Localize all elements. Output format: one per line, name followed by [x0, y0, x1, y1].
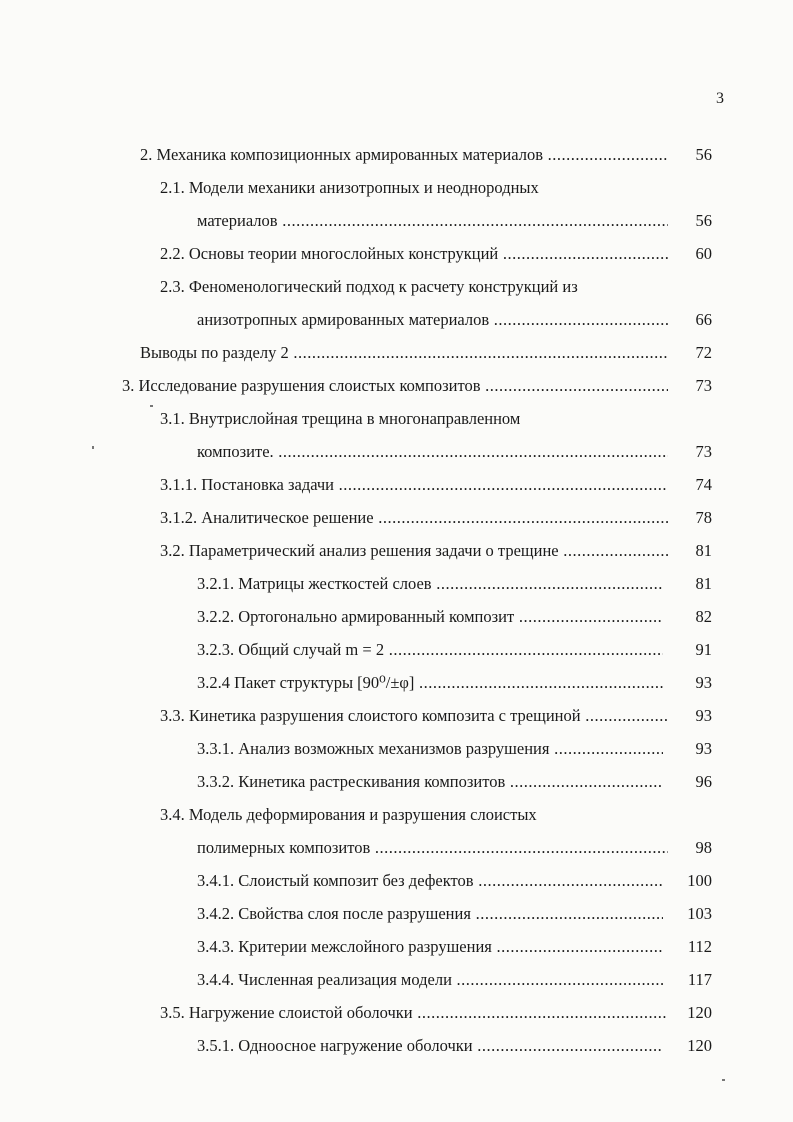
- toc-entry-page: 103: [687, 904, 712, 923]
- table-of-contents: [0, 138, 793, 1062]
- toc-entry-title: 2.3. Феноменологический подход к расчету конструкций из: [160, 277, 578, 296]
- toc-entry: [0, 798, 793, 831]
- toc-entry-page: 96: [695, 772, 712, 791]
- toc-entry: [0, 369, 793, 402]
- toc-entry-title: 2. Механика композиционных армированных материалов .....: [140, 138, 668, 171]
- toc-entry: [0, 303, 793, 336]
- toc-entry-page: 93: [695, 673, 712, 692]
- toc-entry: [0, 897, 793, 930]
- toc-entry: [0, 600, 793, 633]
- toc-entry: [0, 171, 793, 204]
- toc-entry-page: 81: [695, 541, 712, 560]
- toc-entry-title: 3.4.2. Свойства слоя после разрушения .....: [197, 897, 663, 930]
- toc-entry: [0, 930, 793, 963]
- toc-entry-title: материалов .....: [197, 204, 668, 237]
- toc-entry: [0, 666, 793, 699]
- page-number: 3: [716, 90, 724, 107]
- toc-entry: [0, 567, 793, 600]
- toc-entry-title: 3.3. Кинетика разрушения слоистого композита с трещиной .....: [160, 699, 668, 732]
- toc-entry-title: 3.2. Параметрический анализ решения задачи о трещине .....: [160, 534, 668, 567]
- toc-entry: [0, 963, 793, 996]
- toc-entry-page: 117: [687, 970, 712, 989]
- toc-entry-title: 2.2. Основы теории многослойных конструкций .....: [160, 237, 668, 270]
- scan-speck: [722, 1079, 725, 1081]
- toc-entry-page: 82: [695, 607, 712, 626]
- toc-entry-title: 3.4.1. Слоистый композит без дефектов .....: [197, 864, 663, 897]
- toc-entry: [0, 237, 793, 270]
- toc-entry: [0, 699, 793, 732]
- toc-entry-page: 120: [687, 1003, 712, 1022]
- toc-entry-page: 91: [695, 640, 712, 659]
- toc-entry-page: 73: [695, 376, 712, 395]
- toc-entry-page: 120: [687, 1036, 712, 1055]
- toc-entry-page: 74: [695, 475, 712, 494]
- toc-entry-title: анизотропных армированных материалов .....: [197, 303, 668, 336]
- toc-entry-title: 3.1. Внутрислойная трещина в многонаправленном: [160, 409, 521, 428]
- toc-entry: [0, 501, 793, 534]
- toc-entry-title: 3.1.2. Аналитическое решение .....: [160, 501, 668, 534]
- toc-entry: [0, 996, 793, 1029]
- scan-speck: [150, 405, 153, 407]
- toc-entry-title: 3.3.2. Кинетика растрескивания композитов .....: [197, 765, 663, 798]
- toc-entry-page: 112: [687, 937, 712, 956]
- toc-entry-page: 56: [695, 145, 712, 164]
- toc-entry: [0, 633, 793, 666]
- toc-entry-title: 3.2.3. Общий случай m = 2 .....: [197, 633, 663, 666]
- toc-entry-title: 3.3.1. Анализ возможных механизмов разрушения .....: [197, 732, 663, 765]
- toc-entry: [0, 336, 793, 369]
- toc-entry: [0, 138, 793, 171]
- scan-speck: [92, 446, 94, 449]
- toc-entry-title: 3.2.1. Матрицы жесткостей слоев .....: [197, 567, 663, 600]
- toc-entry-page: 73: [695, 442, 712, 461]
- toc-entry: [0, 534, 793, 567]
- toc-entry-title: 3.1.1. Постановка задачи .....: [160, 468, 668, 501]
- toc-entry: [0, 732, 793, 765]
- toc-entry: [0, 864, 793, 897]
- toc-entry-page: 72: [695, 343, 712, 362]
- toc-entry-title: Выводы по разделу 2 .....: [140, 336, 668, 369]
- toc-entry: [0, 765, 793, 798]
- toc-entry: [0, 468, 793, 501]
- toc-entry-title: 3.5.1. Одноосное нагружение оболочки .....: [197, 1029, 663, 1062]
- toc-entry-page: 98: [695, 838, 712, 857]
- toc-entry-title: 3.4.4. Численная реализация модели .....: [197, 963, 663, 996]
- toc-entry-title: 3.5. Нагружение слоистой оболочки .....: [160, 996, 668, 1029]
- toc-entry: [0, 435, 793, 468]
- toc-entry: [0, 204, 793, 237]
- toc-entry: [0, 270, 793, 303]
- toc-entry-title: композите. .....: [197, 435, 668, 468]
- toc-entry-title: 2.1. Модели механики анизотропных и неоднородных: [160, 178, 539, 197]
- toc-entry-page: 81: [695, 574, 712, 593]
- toc-entry: [0, 402, 793, 435]
- toc-entry-title: 3.2.2. Ортогонально армированный композит .....: [197, 600, 663, 633]
- toc-entry-title: 3. Исследование разрушения слоистых композитов .....: [122, 369, 668, 402]
- toc-entry-page: 60: [695, 244, 712, 263]
- toc-entry-title: 3.2.4 Пакет структуры [90⁰/±φ] .....: [197, 666, 663, 699]
- toc-entry-page: 93: [695, 739, 712, 758]
- toc-entry: [0, 1029, 793, 1062]
- toc-entry-title: полимерных композитов .....: [197, 831, 668, 864]
- toc-entry-title: 3.4. Модель деформирования и разрушения слоистых: [160, 805, 537, 824]
- toc-entry-page: 93: [695, 706, 712, 725]
- toc-entry: [0, 831, 793, 864]
- toc-entry-page: 100: [687, 871, 712, 890]
- toc-entry-page: 78: [695, 508, 712, 527]
- toc-entry-page: 56: [695, 211, 712, 230]
- toc-entry-title: 3.4.3. Критерии межслойного разрушения .....: [197, 930, 663, 963]
- toc-entry-page: 66: [695, 310, 712, 329]
